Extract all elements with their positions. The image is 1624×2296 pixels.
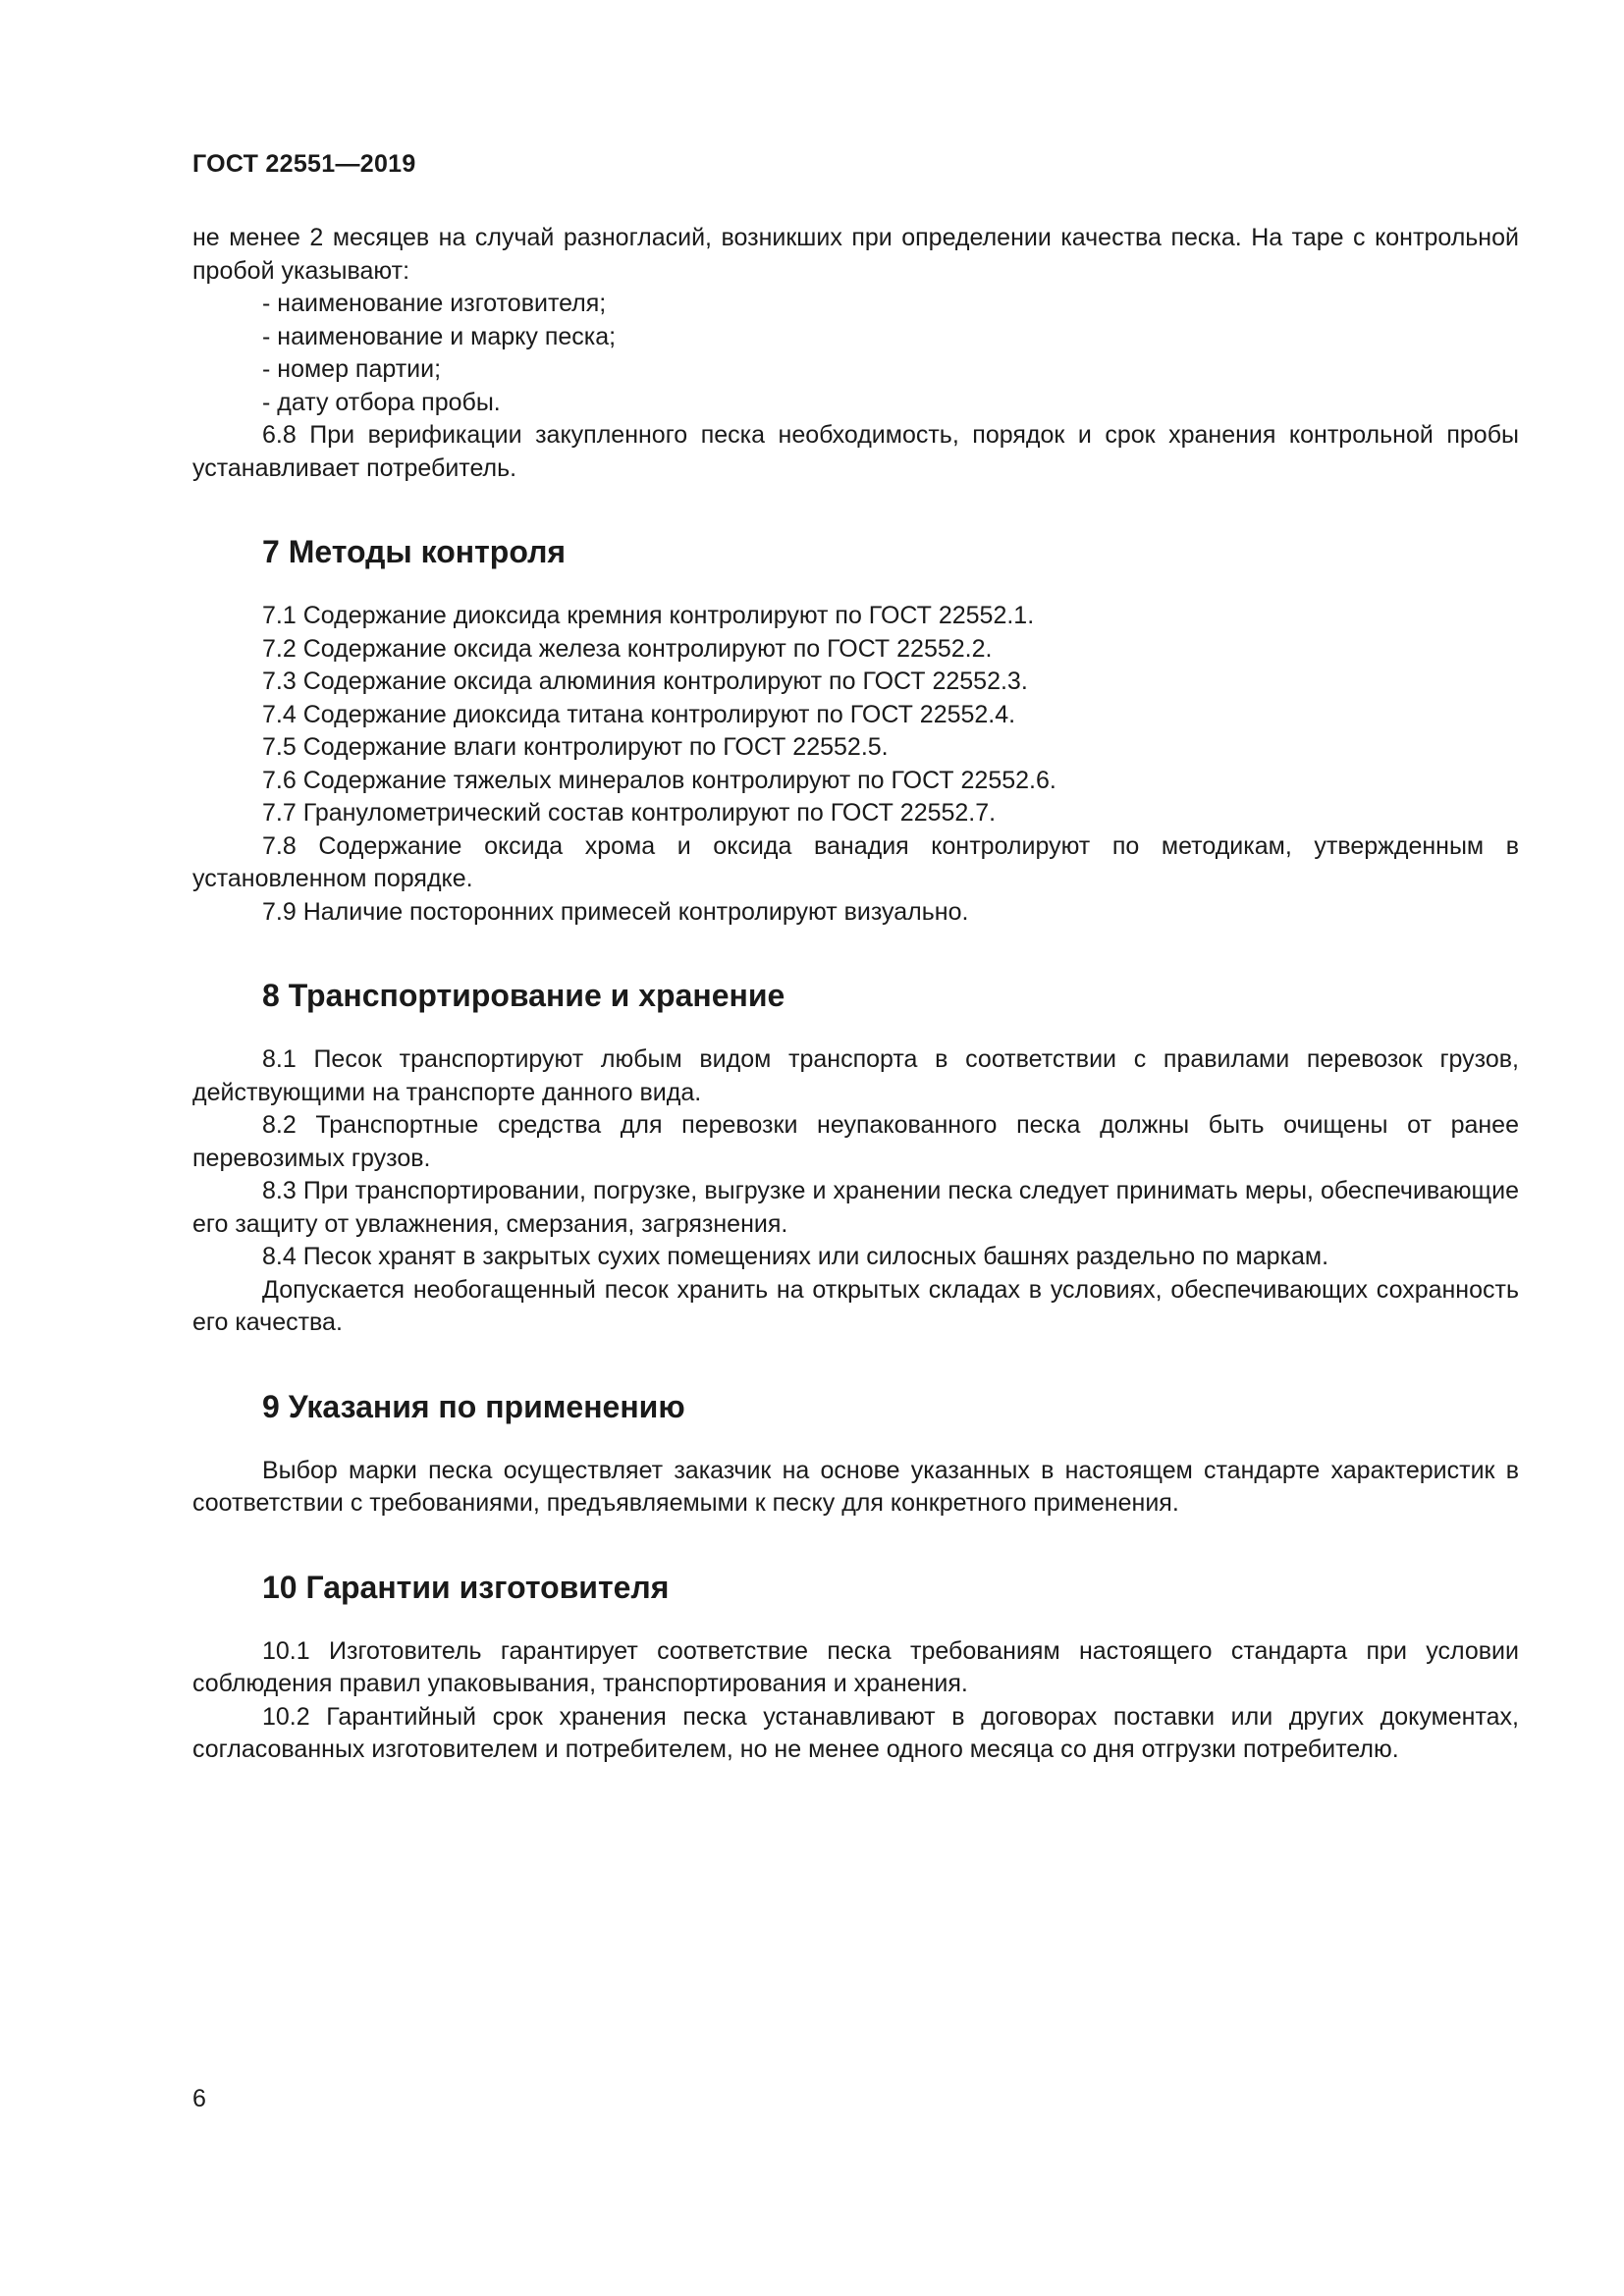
clause-7-7: 7.7 Гранулометрический состав контролируют по ГОСТ 22552.7. xyxy=(262,799,997,827)
clause-10-1: 10.1 Изготовитель гарантирует соответствие песка требованиям настоящего стандарта при условии соблюдения правил упаковывания, транспортирования и хранения. xyxy=(192,1636,1519,1697)
clause-7-4: 7.4 Содержание диоксида титана контролируют по ГОСТ 22552.4. xyxy=(262,700,1016,728)
clause-7-5: 7.5 Содержание влаги контролируют по ГОСТ 22552.5. xyxy=(262,733,889,761)
clause-8-4-note: Допускается необогащенный песок хранить на открытых складах в условиях, обеспечивающих сохранность его качества. xyxy=(192,1275,1519,1336)
clause-8-1: 8.1 Песок транспортируют любым видом транспорта в соответствии с правилами перевозок грузов, действующими на транспорте данного вида. xyxy=(192,1045,1519,1106)
clause-10-2: 10.2 Гарантийный срок хранения песка устанавливают в договорах поставки или других документах, согласованных изготовителем и потребителем, но не менее одного месяца со дня отгрузки потребителю. xyxy=(192,1702,1519,1763)
clause-7-1: 7.1 Содержание диоксида кремния контролируют по ГОСТ 22552.1. xyxy=(262,602,1035,629)
page-number: 6 xyxy=(192,2085,206,2112)
list-item: - наименование изготовителя; xyxy=(262,290,607,317)
clause-6-8: 6.8 При верификации закупленного песка необходимость, порядок и срок хранения контрольной пробы устанавливает потребитель. xyxy=(192,421,1519,482)
list-item: - дату отбора пробы. xyxy=(262,388,501,416)
list-item: - наименование и марку песка; xyxy=(262,322,617,350)
clause-8-4: 8.4 Песок хранят в закрытых сухих помещениях или силосных башнях раздельно по маркам. xyxy=(262,1243,1329,1270)
clause-7-3: 7.3 Содержание оксида алюминия контролируют по ГОСТ 22552.3. xyxy=(262,667,1028,695)
clause-7-9: 7.9 Наличие посторонних примесей контролируют визуально. xyxy=(262,897,969,926)
document-header: ГОСТ 22551—2019 xyxy=(192,150,416,178)
section-9-text: Выбор марки песка осуществляет заказчик на основе указанных в настоящем стандарте характеристик в соответствии с требованиями, предъявляемыми к песку для конкретного применения. xyxy=(192,1456,1519,1517)
section-9-heading: 9 Указания по применению xyxy=(262,1388,685,1424)
section-7-heading: 7 Методы контроля xyxy=(262,534,567,569)
page-content xyxy=(192,222,1519,1767)
clause-7-6: 7.6 Содержание тяжелых минералов контролируют по ГОСТ 22552.6. xyxy=(262,766,1056,794)
clause-7-2: 7.2 Содержание оксида железа контролируют по ГОСТ 22552.2. xyxy=(262,634,993,663)
clause-8-3: 8.3 При транспортировании, погрузке, выгрузке и хранении песка следует принимать меры, обеспечивающие его защиту от увлажнения, смерзания, загрязнения. xyxy=(192,1177,1519,1238)
section-10-heading: 10 Гарантии изготовителя xyxy=(262,1569,670,1605)
clause-8-2: 8.2 Транспортные средства для перевозки неупакованного песка должны быть очищены от ранее перевозимых грузов. xyxy=(192,1111,1519,1172)
section-8-heading: 8 Транспортирование и хранение xyxy=(262,978,785,1013)
intro-paragraph: не менее 2 месяцев на случай разногласий, возникших при определении качества песка. На таре с контрольной пробой указывают: xyxy=(192,224,1519,285)
clause-7-8: 7.8 Содержание оксида хрома и оксида ванадия контролируют по методикам, утвержденным в установленном порядке. xyxy=(192,831,1519,892)
list-item: - номер партии; xyxy=(262,355,442,383)
